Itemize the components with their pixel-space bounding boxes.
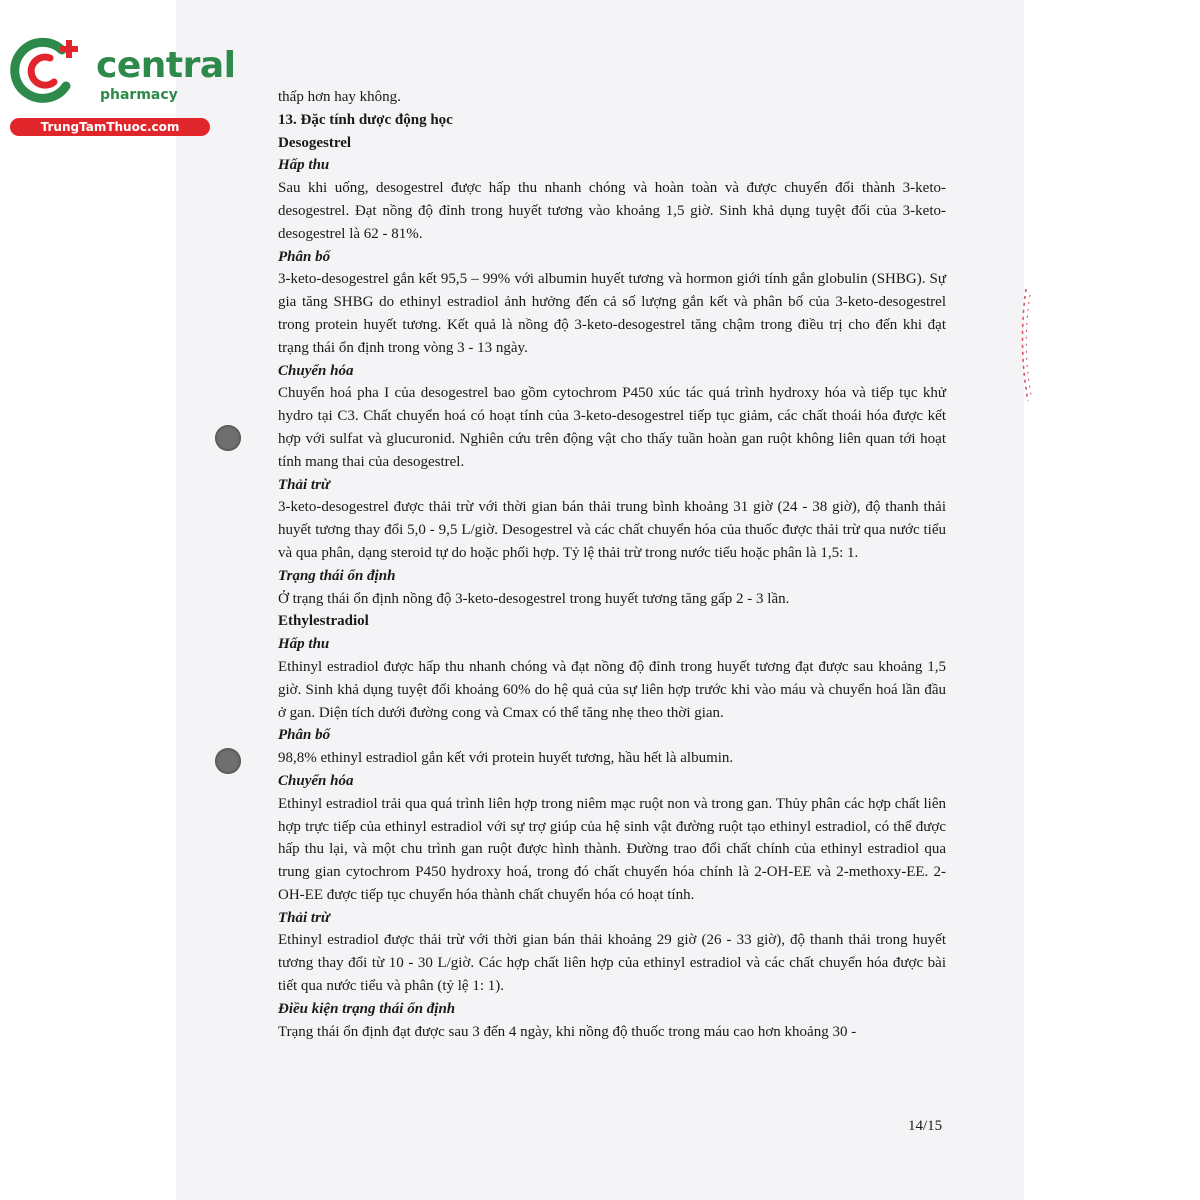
paragraph-steady-state: Ở trạng thái ổn định nồng độ 3-keto-desogestrel trong huyết tương tăng gấp 2 - 3 lần.	[278, 590, 790, 607]
punch-hole	[215, 425, 241, 451]
logo-brand: central	[96, 45, 236, 86]
section-heading: 13. Đặc tính dược động học	[278, 111, 453, 128]
drug-heading-ethylestradiol: Ethylestradiol	[278, 613, 369, 630]
stamp-mark	[1014, 285, 1032, 405]
paragraph-distribution: 98,8% ethinyl estradiol gắn kết với protein huyết tương, hầu hết là albumin.	[278, 750, 734, 767]
subheading-metabolism: Chuyển hóa	[278, 772, 354, 789]
subheading-metabolism: Chuyển hóa	[278, 362, 354, 379]
subheading-distribution: Phân bố	[278, 727, 331, 744]
punch-hole	[215, 748, 241, 774]
subheading-distribution: Phân bố	[278, 248, 331, 265]
central-pharmacy-logo	[10, 36, 236, 136]
subheading-steady-state: Điều kiện trạng thái ổn định	[278, 1000, 456, 1017]
logo-subtitle: pharmacy	[100, 87, 178, 103]
paragraph-elimination: Ethinyl estradiol được thải trừ với thời gian bán thải khoảng 29 giờ (26 - 33 giờ), độ thanh thải trong huyết tương thay đổi từ 10 - 30 L/giờ. Các hợp chất liên hợp của ethinyl estradiol và các chất chuyển hóa được bài tiết qua nước tiểu và phân (tỷ lệ 1: 1).	[278, 932, 946, 995]
subheading-elimination: Thải trừ	[278, 476, 330, 493]
subheading-steady-state: Trạng thái ổn định	[278, 567, 396, 584]
paragraph-steady-state: Trạng thái ổn định đạt được sau 3 đến 4 ngày, khi nồng độ thuốc trong máu cao hơn khoảng 30 -	[278, 1023, 857, 1040]
page-number: 14/15	[908, 1118, 943, 1134]
pharmacy-cross-icon	[10, 36, 90, 106]
paragraph-distribution: 3-keto-desogestrel gắn kết 95,5 – 99% với albumin huyết tương và hormon giới tính gắn globulin (SHBG). Sự gia tăng SHBG do ethinyl estradiol ảnh hưởng đến cả số lượng gắn kết và phân bố của 3-keto-desogestrel trong protein huyết tương. Kết quả là nồng độ 3-keto-desogestrel tăng chậm trong điều trị cho đến khi đạt trạng thái ổn định trong vòng 3 - 13 ngày.	[278, 271, 946, 356]
left-margin	[0, 0, 176, 1200]
right-margin	[1024, 0, 1200, 1200]
intro-line: thấp hơn hay không.	[278, 89, 401, 105]
drug-heading-desogestrel: Desogestrel	[278, 134, 352, 151]
paragraph-elimination: 3-keto-desogestrel được thải trừ với thời gian bán thải trung bình khoảng 31 giờ (24 - 38 giờ), độ thanh thải huyết tương thay đổi 5,0 - 9,5 L/giờ. Desogestrel và các chất chuyển hóa của thuốc được thải trừ qua nước tiểu và qua phân, dạng steroid tự do hoặc phối hợp. Tỷ lệ thải trừ trong nước tiểu hoặc phân là 1,5: 1.	[278, 499, 946, 561]
subheading-absorption: Hấp thu	[278, 157, 330, 174]
document-body	[278, 86, 946, 1043]
subheading-absorption: Hấp thu	[278, 636, 330, 653]
subheading-elimination: Thải trừ	[278, 909, 330, 926]
logo-url: TrungTamThuoc.com	[10, 118, 210, 136]
paragraph-metabolism: Ethinyl estradiol trải qua quá trình liên hợp trong niêm mạc ruột non và trong gan. Thủy phân các hợp chất liên hợp trực tiếp của ethinyl estradiol với sự trợ giúp của hệ sinh vật đường ruột tạo ethinyl estradiol, có thể được hấp thu lại, và một chu trình gan ruột được hình thành. Đường trao đổi chất chính của ethinyl estradiol qua trung gian cytochrom P450 hydroxy hoá, trong đó chất chuyển hóa chính là 2-OH-EE và 2-methoxy-EE. 2-OH-EE được tiếp tục chuyển hóa thành chất chuyển hóa có hoạt tính.	[278, 795, 946, 903]
paragraph-absorption: Sau khi uống, desogestrel được hấp thu nhanh chóng và hoàn toàn và được chuyển đổi thành 3-keto-desogestrel. Đạt nồng độ đỉnh trong huyết tương vào khoảng 1,5 giờ. Sinh khả dụng tuyệt đối của 3-keto-desogestrel là 62 - 81%.	[278, 180, 946, 242]
paragraph-absorption: Ethinyl estradiol được hấp thu nhanh chóng và đạt nồng độ đỉnh trong huyết tương đạt được sau khoảng 1,5 giờ. Sinh khả dụng tuyệt đối khoảng 60% do hệ quả của sự liên hợp trước khi vào máu và chuyển hoá lần đầu ở gan. Diện tích dưới đường cong và Cmax có thể tăng nhẹ theo thời gian.	[278, 658, 946, 721]
paragraph-metabolism: Chuyển hoá pha I của desogestrel bao gồm cytochrom P450 xúc tác quá trình hydroxy hóa và tiếp tục khử hydro tại C3. Chất chuyển hoá có hoạt tính của 3-keto-desogestrel tiếp tục giảm, các chất thoái hóa được kết hợp với sulfat và glucuronid. Nghiên cứu trên động vật cho thấy tuần hoàn gan ruột không liên quan tới hoạt tính mang thai của desogestrel.	[278, 385, 946, 470]
